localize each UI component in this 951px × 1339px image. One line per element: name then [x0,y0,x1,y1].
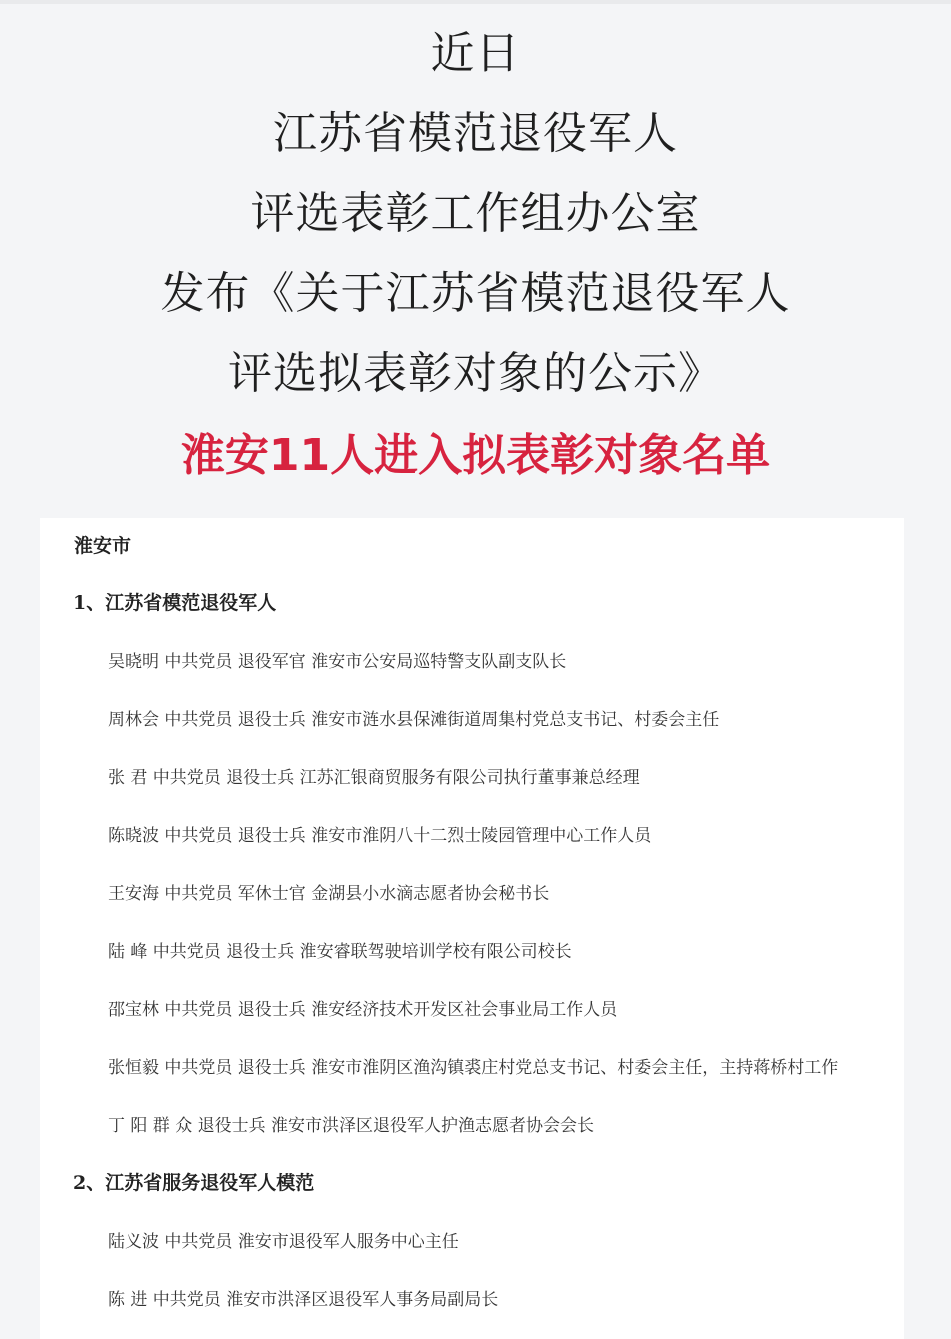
list-item: 周林会 中共党员 退役士兵 淮安市涟水县保滩街道周集村党总支书记、村委会主任 [108,710,720,730]
list-item: 张恒毅 中共党员 退役士兵 淮安市淮阴区渔沟镇裘庄村党总支书记、村委会主任，主持蒋桥村工作 [108,1058,839,1078]
list-item: 吴晓明 中共党员 退役军官 淮安市公安局巡特警支队副支队长 [108,652,567,672]
headline-line-2: 江苏省模范退役军人 [273,108,678,159]
top-border [0,0,951,4]
list-item: 邵宝林 中共党员 退役士兵 淮安经济技术开发区社会事业局工作人员 [108,1000,618,1020]
section-title-model-veterans: 1、江苏省模范退役军人 [73,592,277,614]
list-item: 王安海 中共党员 军休士官 金湖县小水滴志愿者协会秘书长 [108,884,550,904]
document-card [40,518,904,1339]
headline-line-4: 发布《关于江苏省模范退役军人 [160,268,791,319]
list-item: 丁 阳 群 众 退役士兵 淮安市洪泽区退役军人护渔志愿者协会会长 [108,1116,595,1136]
section-title-service-models: 2、江苏省服务退役军人模范 [73,1172,315,1194]
city-heading: 淮安市 [74,535,132,557]
subheadline: 淮安11人进入拟表彰对象名单 [180,430,771,481]
list-item: 陈 进 中共党员 淮安市洪泽区退役军人事务局副局长 [108,1290,499,1310]
list-item: 陆义波 中共党员 淮安市退役军人服务中心主任 [108,1232,459,1252]
list-item: 陈晓波 中共党员 退役士兵 淮安市淮阴八十二烈士陵园管理中心工作人员 [108,826,652,846]
headline-line-3: 评选表彰工作组办公室 [250,188,701,239]
headline-line-5: 评选拟表彰对象的公示》 [228,348,723,399]
headline-line-1: 近日 [430,28,521,79]
list-item: 张 君 中共党员 退役士兵 江苏汇银商贸服务有限公司执行董事兼总经理 [108,768,640,788]
list-item: 陆 峰 中共党员 退役士兵 淮安睿联驾驶培训学校有限公司校长 [108,942,572,962]
